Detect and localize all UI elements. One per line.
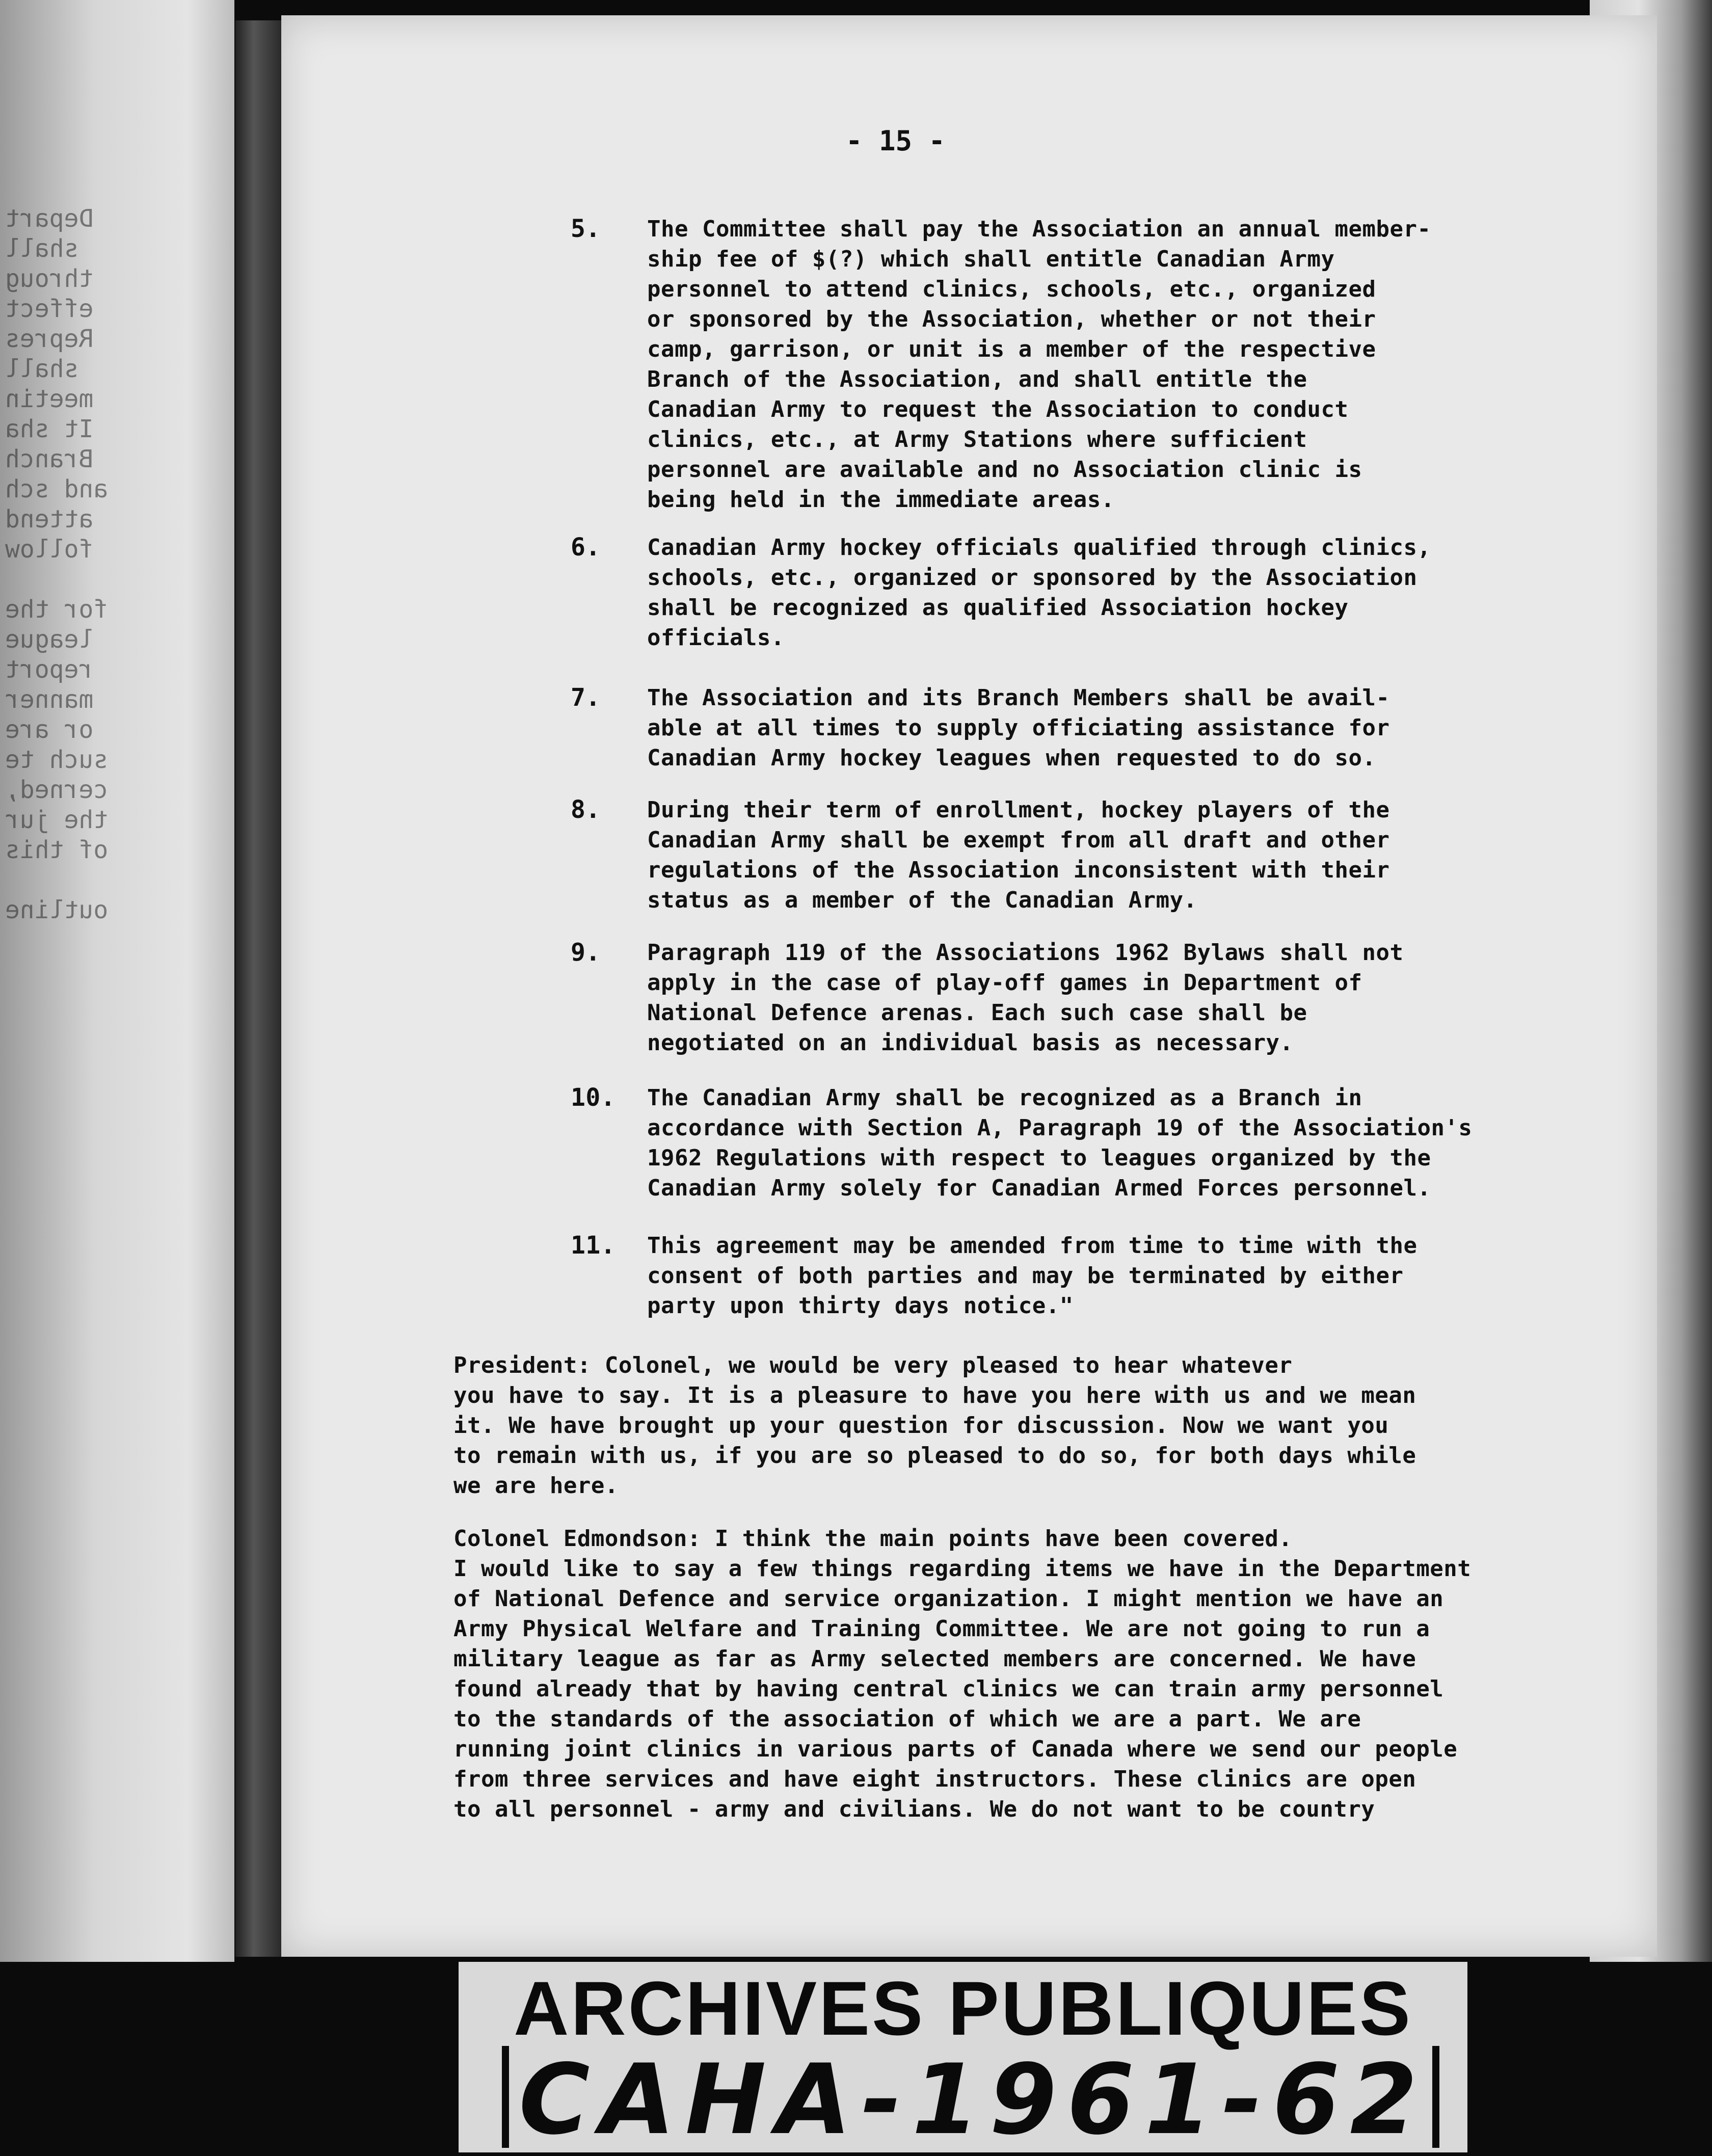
item-text: During their term of enrollment, hockey players of the Canadian Army shall be exempt from all draft and other regulations of the Association inconsistent with their status as a member of the Canadian Army. <box>647 797 1390 913</box>
left-fragment-line: attend <box>5 505 94 534</box>
left-fragment-line: meetin <box>5 385 94 413</box>
left-fragment-line: league <box>5 625 94 654</box>
left-fragment-line: cerned, <box>5 776 109 804</box>
item-text: The Association and its Branch Members shall be avail- able at all times to supply officiating assistance for Canadian Army hockey leagues when requested to do so. <box>647 685 1390 771</box>
left-fragment-line: the jur <box>5 806 109 834</box>
left-fragment-line: report <box>5 655 94 684</box>
item-text: The Canadian Army shall be recognized as a Branch in accordance with Section A, Paragraph 19 of the Association's 1962 Regulations with respect to leagues organized by the Canadian Army solely for Canadian Armed Forces personnel. <box>647 1085 1473 1201</box>
left-fragment-line: follow <box>5 535 94 564</box>
left-page-edge <box>0 0 234 1977</box>
item-number: 8. <box>571 795 601 824</box>
left-fragment-line: It sha <box>5 415 94 443</box>
left-fragment-line <box>0 565 127 595</box>
left-fragment-line: Depart <box>5 204 94 233</box>
archive-reference: CAHA-1961-62 <box>519 2043 1428 2156</box>
item-text: The Committee shall pay the Association an annual member- ship fee of $(?) which shall entitle Canadian Army personnel to attend clinics, schools, etc., organized or sponsored by the Association, whether or not their camp, garrison, or unit is a member of the respective Branch of the Association, and shall entitle the Canadian Army to request the Association to conduct clinics, etc., at Army Stations where sufficient personnel are available and no Association clinic is being held in the immediate areas. <box>647 216 1431 513</box>
edmondson-paragraph: Colonel Edmondson: I think the main points have been covered. I would like to say a few things regarding items we have in the Department of National Defence and service organization. I might mention we have an Army Physical Welfare and Training Committee. We are not going to run a military league as far as Army selected members are concerned. We have found already that by having central clinics we can train army personnel to the standards of the association of which we are a part. We are running joint clinics in various parts of Canada where we send our people from three services and have eight instructors. These clinics are open to all personnel - army and civilians. We do not want to be country <box>453 1526 1472 1822</box>
left-fragment-line: effect <box>5 295 94 323</box>
left-fragment-line: manner <box>5 685 94 714</box>
left-fragment-line: Repres <box>5 325 94 353</box>
archive-title: ARCHIVES PUBLIQUES <box>514 1965 1412 2051</box>
item-number: 10. <box>571 1083 616 1112</box>
left-fragment-line: Branch <box>5 445 94 473</box>
left-fragment-line: such te <box>5 746 109 774</box>
page-number: - 15 - <box>846 125 946 157</box>
president-paragraph: President: Colonel, we would be very pleased to hear whatever you have to say. It is a pleasure to have you here with us and we mean it. We have brought up your question for discussion. Now we want you to remain with us, if you are so pleased to do so, for both days while we are here. <box>453 1352 1416 1499</box>
item-number: 7. <box>571 683 601 712</box>
item-text: Paragraph 119 of the Associations 1962 Bylaws shall not apply in the case of play-off games in Department of National Defence arenas. Each such case shall be negotiated on an individual basis as necessary. <box>647 940 1404 1056</box>
left-fragment-line: shall <box>5 234 79 263</box>
left-fragment-line: for the <box>5 595 109 624</box>
item-number: 9. <box>571 938 601 967</box>
item-number: 5. <box>571 215 601 243</box>
left-fragment-line: throug <box>5 264 94 293</box>
left-fragment-line: and sch <box>5 475 109 503</box>
left-fragment-line: outline <box>5 896 109 924</box>
left-fragment-line: shall <box>5 355 79 383</box>
item-number: 6. <box>571 533 601 562</box>
item-number: 11. <box>571 1231 616 1260</box>
page-gutter-shadow <box>235 20 281 1957</box>
left-fragment-line <box>0 865 127 895</box>
item-text: This agreement may be amended from time to time with the consent of both parties and may be terminated by either party upon thirty days notice." <box>647 1233 1417 1319</box>
left-fragment-line: or are <box>5 715 94 744</box>
left-page-fragments <box>0 204 127 925</box>
left-fragment-line: of this <box>5 836 109 864</box>
item-text: Canadian Army hockey officials qualified through clinics, schools, etc., organized or sponsored by the Association shall be recognized as qualified Association hockey officials. <box>647 535 1431 651</box>
